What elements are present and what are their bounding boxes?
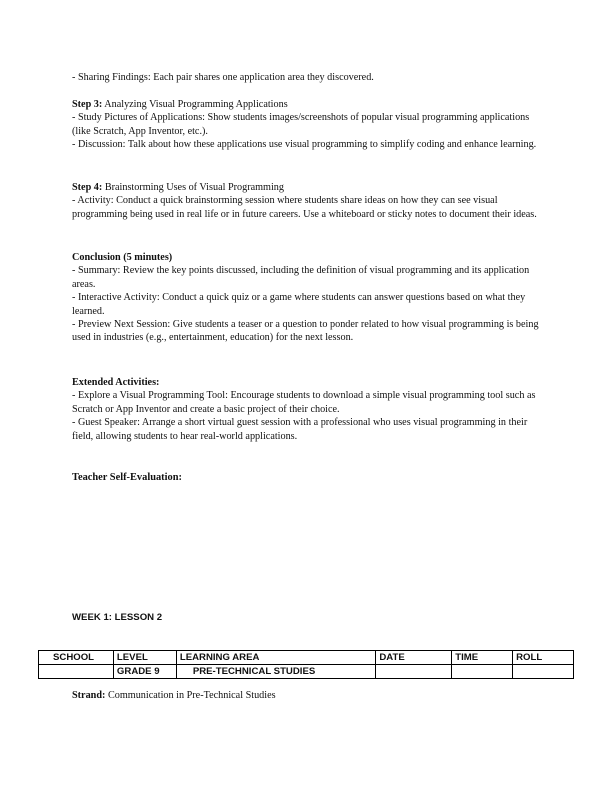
extended-line: - Guest Speaker: Arrange a short virtual guest session with a professional who uses visual programming in their field, allowing students to hear real-world applications. [72,417,528,442]
week-lesson-title: WEEK 1: LESSON 2 [72,612,163,623]
table-header-row [39,651,574,665]
step3-label: Step 3: [72,99,103,110]
cell-date [376,665,452,679]
sharing-findings-line: - Sharing Findings: Each pair shares one application area they discovered. [72,72,374,83]
conclusion-line: - Summary: Review the key points discussed, including the definition of visual programming and its application areas. [72,265,530,290]
extended-block [72,376,544,443]
header-time: TIME [452,651,513,665]
cell-time [452,665,513,679]
header-roll: ROLL [513,651,574,665]
self-evaluation-heading: Teacher Self-Evaluation: [72,472,182,483]
cell-roll [513,665,574,679]
conclusion-line: - Interactive Activity: Conduct a quick quiz or a game where students can answer questions based on what they learned. [72,292,526,317]
strand-line [72,690,276,701]
step4-block [72,181,544,221]
cell-school [39,665,114,679]
strand-value: Communication in Pre-Technical Studies [105,690,276,701]
step3-line: - Discussion: Talk about how these applications use visual programming to simplify coding and enhance learning. [72,139,537,151]
step4-label: Step 4: [72,182,103,193]
header-learning-area: LEARNING AREA [176,651,376,665]
header-date: DATE [376,651,452,665]
conclusion-line: - Preview Next Session: Give students a teaser or a question to ponder related to how visual programming is being used in industries (e.g., entertainment, education) for the next lesson. [72,319,539,344]
strand-label: Strand: [72,690,106,701]
header-level: LEVEL [113,651,176,665]
lesson-info-table [38,650,574,679]
step3-block [72,98,544,152]
conclusion-heading: Conclusion (5 minutes) [72,252,173,263]
header-school: SCHOOL [39,651,114,665]
step4-line: - Activity: Conduct a quick brainstorming session where students share ideas on how they can see visual programming being used in real life or in future careers. Use a whiteboard or sticky notes to document their ideas. [72,195,537,220]
extended-line: - Explore a Visual Programming Tool: Encourage students to download a simple visual programming tool such as Scratch or App Inventor and create a basic project of their choice. [72,390,536,415]
cell-level: GRADE 9 [113,665,176,679]
table-row [39,665,574,679]
step4-title: Brainstorming Uses of Visual Programming [102,182,284,193]
conclusion-block [72,251,544,345]
extended-heading: Extended Activities: [72,377,160,388]
step3-line: - Study Pictures of Applications: Show students images/screenshots of popular visual programming applications (like Scratch, App Inventor, etc.). [72,112,530,137]
step3-title: Analyzing Visual Programming Applications [102,99,288,110]
cell-learning-area: PRE-TECHNICAL STUDIES [176,665,376,679]
